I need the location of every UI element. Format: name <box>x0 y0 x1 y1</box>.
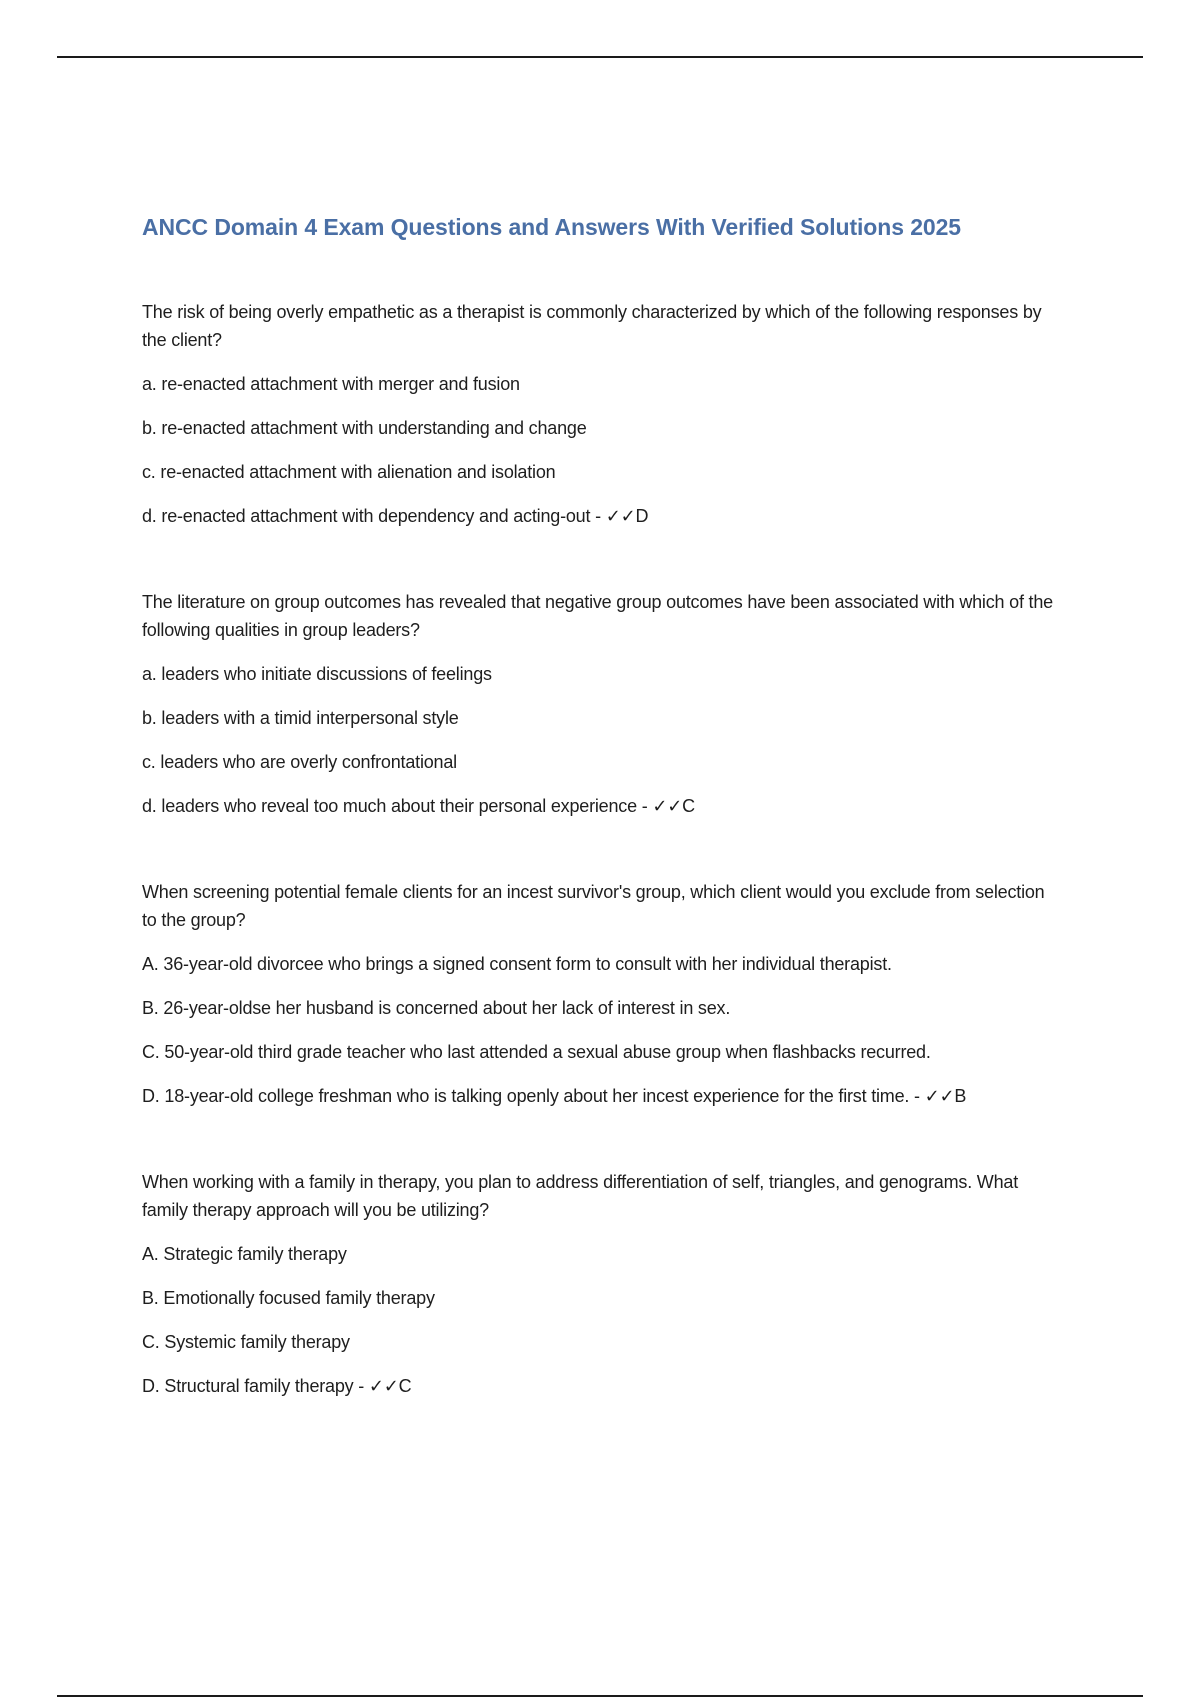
header-rule <box>57 56 1143 58</box>
option-c: C. Systemic family therapy <box>142 1331 350 1352</box>
option-d: d. re-enacted attachment with dependency and acting-out <box>142 505 591 526</box>
option-a: a. re-enacted attachment with merger and fusion <box>142 373 520 394</box>
option-b: b. leaders with a timid interpersonal style <box>142 707 459 728</box>
option-d: d. leaders who reveal too much about their personal experience <box>142 795 637 816</box>
footer-rule <box>57 1695 1143 1697</box>
option-d-with-answer <box>142 1082 1062 1110</box>
document-title: ANCC Domain 4 Exam Questions and Answers With Verified Solutions 2025 <box>142 214 961 240</box>
option-d-with-answer <box>142 792 1062 820</box>
question-text: The risk of being overly empathetic as a therapist is commonly characterized by which of the following responses by the client? <box>142 301 1042 350</box>
question-text: When working with a family in therapy, you plan to address differentiation of self, triangles, and genograms. What family therapy approach will you be utilizing? <box>142 1171 1019 1220</box>
answer-key: - ✓✓C <box>358 1375 412 1396</box>
question-3 <box>142 878 1062 1110</box>
option-a: A. Strategic family therapy <box>142 1243 347 1264</box>
option-b: B. 26-year-oldse her husband is concerned about her lack of interest in sex. <box>142 997 731 1018</box>
option-b: b. re-enacted attachment with understanding and change <box>142 417 587 438</box>
document-body <box>142 214 1062 1458</box>
question-2 <box>142 588 1062 820</box>
answer-key: - ✓✓B <box>914 1085 967 1106</box>
question-text: The literature on group outcomes has revealed that negative group outcomes have been associated with which of the following qualities in group leaders? <box>142 591 1053 640</box>
option-d: D. Structural family therapy <box>142 1375 354 1396</box>
option-c: c. leaders who are overly confrontational <box>142 751 457 772</box>
option-a: a. leaders who initiate discussions of feelings <box>142 663 492 684</box>
question-1 <box>142 298 1062 530</box>
question-4 <box>142 1168 1062 1400</box>
answer-key: - ✓✓D <box>595 505 649 526</box>
question-text: When screening potential female clients for an incest survivor's group, which client would you exclude from selection to the group? <box>142 881 1045 930</box>
option-a: A. 36-year-old divorcee who brings a signed consent form to consult with her individual therapist. <box>142 953 892 974</box>
option-c: C. 50-year-old third grade teacher who last attended a sexual abuse group when flashbacks recurred. <box>142 1041 931 1062</box>
answer-key: - ✓✓C <box>641 795 695 816</box>
option-b: B. Emotionally focused family therapy <box>142 1287 435 1308</box>
option-d: D. 18-year-old college freshman who is talking openly about her incest experience for the first time. <box>142 1085 910 1106</box>
option-d-with-answer <box>142 1372 1062 1400</box>
option-c: c. re-enacted attachment with alienation and isolation <box>142 461 556 482</box>
option-d-with-answer <box>142 502 1062 530</box>
